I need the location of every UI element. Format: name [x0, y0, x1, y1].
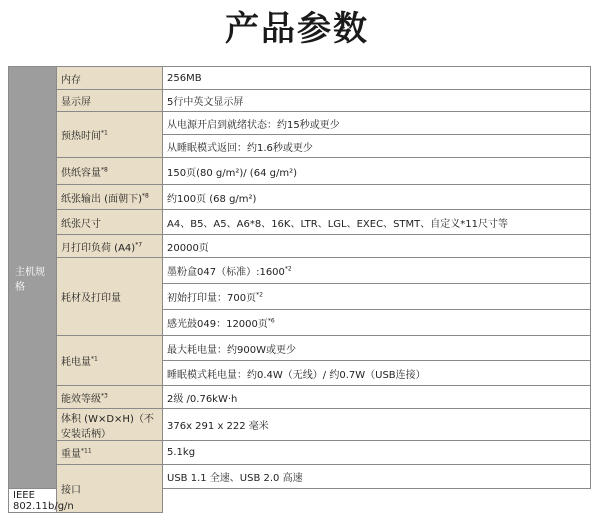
spec-value: 20000页 [163, 235, 591, 258]
spec-value: 最大耗电量：约900W或更少 [163, 336, 591, 361]
spec-value: 初始打印量：700页$^{*2}$ [163, 284, 591, 310]
spec-key: 耗电量$^{*1}$ [57, 336, 163, 386]
spec-value: 256MB [163, 67, 591, 90]
spec-key: 耗材及打印量 [57, 258, 163, 336]
spec-value: 150页(80 g/m²)/ (64 g/m²) [163, 158, 591, 185]
spec-key: 月打印负荷 $(A4)^{*7}$ [57, 235, 163, 258]
spec-value: A4、B5、A5、A6*8、16K、LTR、LGL、EXEC、STMT、自定义*11尺寸等 [163, 210, 591, 235]
spec-value: IEEE 802.11b/g/n [9, 489, 57, 513]
spec-value: 5行中英文显示屏 [163, 90, 591, 112]
spec-key: 接口 [57, 465, 163, 513]
spec-value: 从睡眠模式返回：约1.6秒或更少 [163, 135, 591, 158]
spec-table [8, 66, 591, 513]
spec-key: 预热时间$^{*1}$ [57, 112, 163, 158]
spec-value: 感光鼓049：12000页$^{*6}$ [163, 310, 591, 336]
spec-key: 显示屏 [57, 90, 163, 112]
spec-key: 体积 (W×D×H)（不安装话柄） [57, 409, 163, 441]
spec-value: USB 1.1 全速、USB 2.0 高速 [163, 465, 591, 489]
spec-key: 内存 [57, 67, 163, 90]
spec-key: 供纸容量$^{*8}$ [57, 158, 163, 185]
spec-value: 睡眠模式耗电量：约0.4W（无线）/ 约0.7W（USB连接） [163, 361, 591, 386]
spec-value: 376x 291 x 222 毫米 [163, 409, 591, 441]
spec-value: 5.1kg [163, 441, 591, 465]
page-title: 产品参数 [225, 9, 369, 49]
spec-key: 重量$^{*11}$ [57, 441, 163, 465]
spec-value: 墨粉盒047（标准）:1600$^{*2}$ [163, 258, 591, 284]
spec-key: 能效等级$^{*3}$ [57, 386, 163, 409]
spec-value: 2级 /0.76kW·h [163, 386, 591, 409]
spec-key: 纸张尺寸 [57, 210, 163, 235]
spec-value: 从电源开启到就绪状态：约15秒或更少 [163, 112, 591, 135]
spec-key: 纸张输出 (面朝下)$^{*8}$ [57, 185, 163, 210]
category-label: 主机规格 [9, 67, 57, 489]
spec-value: 约100页 (68 g/m²) [163, 185, 591, 210]
